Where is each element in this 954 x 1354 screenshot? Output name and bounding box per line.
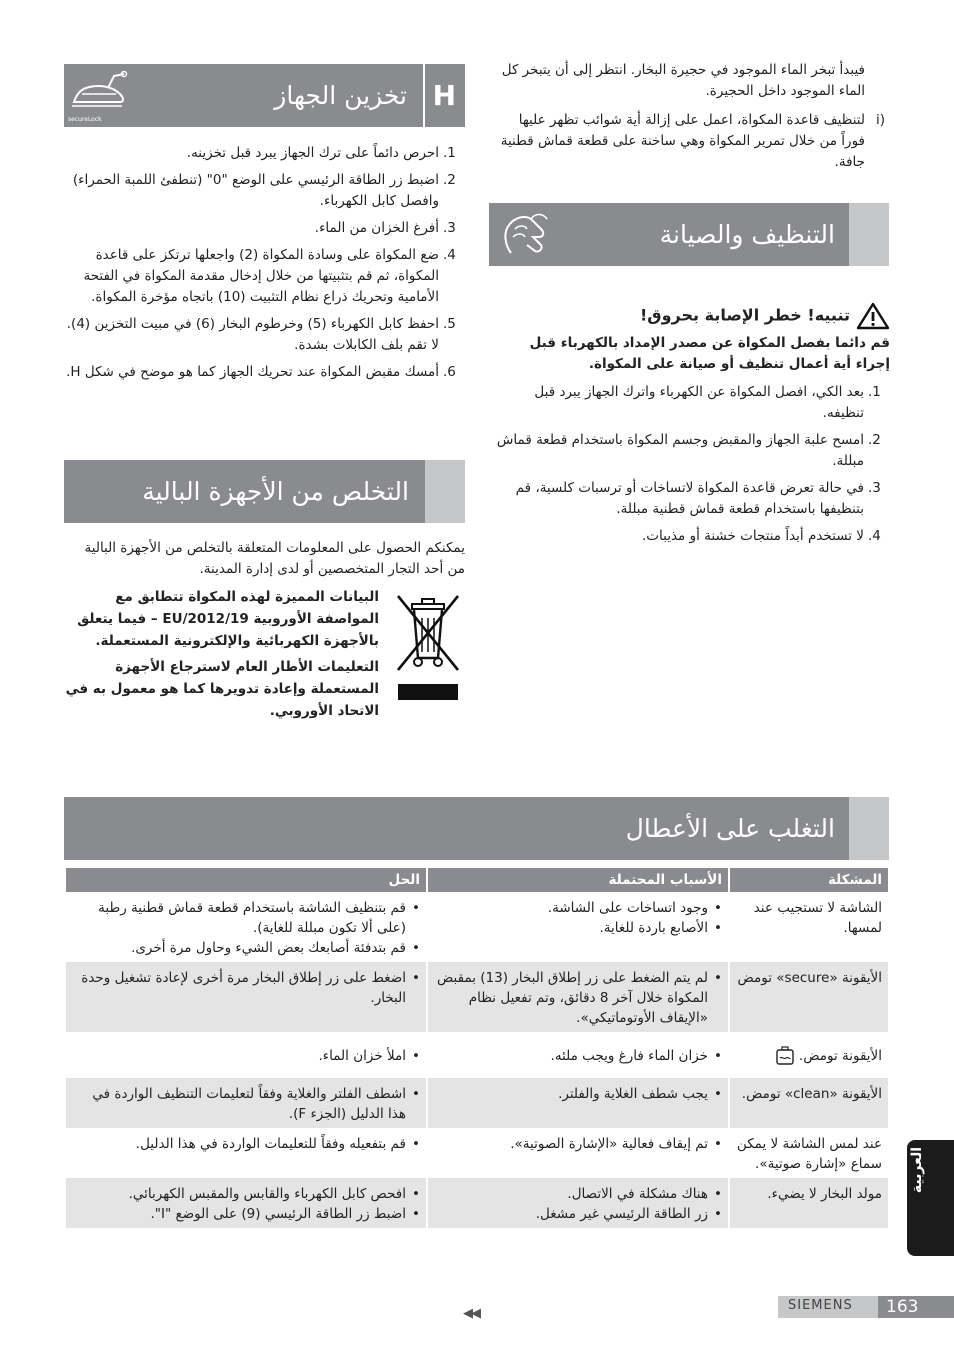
weee-bin-icon xyxy=(394,594,462,704)
table-row xyxy=(66,1128,888,1178)
disposal-paragraph: يمكنكم الحصول على المعلومات المتعلقة بالتخلص من الأجهزة البالية من أحد التجار المتخصصين أو لدى إدارة المدينة. xyxy=(84,540,465,577)
cleaning-steps xyxy=(490,382,890,553)
list-item xyxy=(64,143,465,164)
list-text: لا تستخدم أبداً منتجات خشنة أو مذيبات. xyxy=(642,528,864,544)
disposal-bold-2: التعليمات الأطار العام لاسترجاع الأجهزة المستعملة وإعادة تدويرها كما هو معمول به في الاتحاد الأوروبي. xyxy=(65,659,379,719)
causes-cell xyxy=(428,962,728,1032)
water-tank-icon xyxy=(775,1046,795,1066)
solution-item: • اضبط زر الطاقة الرئيسي (9) على الوضع "I". xyxy=(72,1204,406,1224)
problem-cell: الشاشة لا تستجيب عند لمسها. xyxy=(753,900,882,936)
column-header: المشكلة xyxy=(730,868,888,892)
cause-item: • وجود اتساخات على الشاشة. xyxy=(434,898,708,918)
cause-item: • خزان الماء فارغ ويجب ملئه. xyxy=(434,1046,708,1066)
warning-heading xyxy=(560,302,890,330)
list-text: امسح علبة الجهاز والمقبض وجسم المكواة باستخدام قطعة قماش مبللة. xyxy=(496,432,864,469)
banner-tab xyxy=(849,797,889,860)
list-text: في حالة تعرض قاعدة المكواة لاتساخات أو ترسبات كلسية، قم بتنظيفها باستخدام قطعة قماش قطنية مبللة. xyxy=(515,480,864,517)
causes-cell xyxy=(428,1078,728,1128)
list-item xyxy=(490,430,890,472)
list-item xyxy=(64,170,465,212)
list-text: بعد الكي، افصل المكواة عن الكهرباء واترك الجهاز يبرد قبل تنظيفه. xyxy=(534,384,864,421)
list-number: 2. xyxy=(868,432,881,448)
solutions-cell xyxy=(66,1032,426,1078)
note-marker: i) xyxy=(876,112,886,128)
table-row xyxy=(66,962,888,1032)
list-number: 6. xyxy=(443,364,456,380)
list-number: 1. xyxy=(868,384,881,400)
troubleshooting-table xyxy=(64,868,890,1228)
cause-item: • الأصابع باردة للغاية. xyxy=(434,918,708,938)
solution-item: • قم بتنظيف الشاشة باستخدام قطعة قماش قطنية رطبة (على ألا تكون مبللة للغاية). xyxy=(72,898,406,938)
list-item xyxy=(64,314,465,356)
table-row xyxy=(66,1178,888,1228)
table-row xyxy=(66,892,888,962)
list-number: 3. xyxy=(868,480,881,496)
cleaning-banner xyxy=(489,203,889,266)
cleaning-hand-icon xyxy=(497,207,557,263)
list-item xyxy=(64,218,465,239)
solution-item: • املأ خزان الماء. xyxy=(72,1046,406,1066)
iron-icon xyxy=(68,68,130,114)
problem-cell xyxy=(730,1032,888,1078)
storage-title: تخزين الجهاز xyxy=(274,81,407,110)
list-number: 5. xyxy=(443,316,456,332)
table-row xyxy=(66,1032,888,1078)
troubleshooting-banner xyxy=(64,797,889,860)
brand-name: SIEMENS xyxy=(788,1298,853,1313)
cause-item: • زر الطاقة الرئيسي غير مشغل. xyxy=(434,1204,708,1224)
list-item xyxy=(490,478,890,520)
solution-item: • قم بتدفئة أصابعك بعض الشيء وحاول مرة أخرى. xyxy=(72,938,406,958)
page-number: 163 xyxy=(886,1297,919,1317)
footer-bar xyxy=(778,1296,954,1318)
list-item xyxy=(490,382,890,424)
banner-tab xyxy=(849,203,889,266)
cause-item: • لم يتم الضغط على زر إطلاق البخار (13) بمقبض المكواة خلال آخر 8 دقائق، وتم تفعيل نظام «الإيقاف الأوتوماتيكي». xyxy=(434,968,708,1028)
solutions-cell xyxy=(66,1078,426,1128)
intro-paragraph: فيبدأ تبخر الماء الموجود في حجيرة البخار. انتظر إلى أن يتبخر كل الماء الموجود داخل الحجيرة. xyxy=(501,62,865,99)
list-text: ضع المكواة على وسادة المكواة (2) واجعلها ترتكز على قاعدة المكواة، ثم قم بتثبيتها من خلال إدخال مقدمة المكواة في الفتحة الأمامية وتحريك ذراع نظام التثبيت (10) باتجاه مؤخرة المكواة. xyxy=(83,247,439,305)
cause-item: • تم إيقاف فعالية «الإشارة الصوتية». xyxy=(434,1134,708,1154)
disposal-title: التخلص من الأجهزة البالية xyxy=(142,477,409,506)
list-text: اضبط زر الطاقة الرئيسي على الوضع "0" (تنطفئ اللمبة الحمراء) وافصل كابل الكهرباء. xyxy=(72,172,439,209)
problem-cell: الأيقونة «clean» تومض. xyxy=(730,1078,888,1128)
list-text: أفرغ الخزان من الماء. xyxy=(314,220,439,236)
solutions-cell xyxy=(66,1128,426,1178)
causes-cell xyxy=(428,892,728,962)
section-letter: H xyxy=(432,79,456,112)
page-number-box xyxy=(878,1296,954,1318)
troubleshooting-title: التغلب على الأعطال xyxy=(625,814,835,843)
cleaning-title: التنظيف والصيانة xyxy=(659,220,835,249)
disposal-banner xyxy=(64,460,465,523)
warning-body: قم دائما بفصل المكواة عن مصدر الإمداد بالكهرباء قبل إجراء أية أعمال تنظيف أو صيانة على المكواة. xyxy=(529,335,890,372)
language-label: العربية xyxy=(909,1146,925,1194)
solution-item: • قم بتفعيله وفقاً للتعليمات الواردة في هذا الدليل. xyxy=(72,1134,406,1154)
list-number: 3. xyxy=(443,220,456,236)
problem-cell: مولد البخار لا يضيء. xyxy=(730,1178,888,1228)
solutions-cell xyxy=(66,962,426,1032)
problem-text: الأيقونة تومض. xyxy=(798,1048,882,1064)
list-text: احفظ كابل الكهرباء (5) وخرطوم البخار (6) في مبيت التخزين (4). لا تقم بلف الكابلات بشدة. xyxy=(66,316,439,353)
list-item xyxy=(490,526,890,547)
warning-title: تنبيه! خطر الإصابة بحروق! xyxy=(640,305,850,325)
solution-item: • افحص كابل الكهرباء والقابس والمقبس الكهربائي. xyxy=(72,1184,406,1204)
problem-cell: الأيقونة «secure» تومض xyxy=(730,962,888,1032)
list-number: 4. xyxy=(868,528,881,544)
causes-cell xyxy=(428,1032,728,1078)
list-number: 2. xyxy=(443,172,456,188)
cause-item: • يجب شطف الغلاية والفلتر. xyxy=(434,1084,708,1104)
list-text: احرص دائماً على ترك الجهاز يبرد قبل تخزينه. xyxy=(186,145,439,161)
storage-steps xyxy=(64,143,465,389)
banner-tab xyxy=(425,460,465,523)
solution-item: • اشطف الفلتر والغلاية وفقاً لتعليمات التنظيف الواردة في هذا الدليل (الجزء F). xyxy=(72,1084,406,1124)
list-number: 4. xyxy=(443,247,456,263)
column-header: الأسباب المحتملة xyxy=(428,868,728,892)
causes-cell xyxy=(428,1178,728,1228)
list-number: 1. xyxy=(443,145,456,161)
list-text: أمسك مقبض المكواة عند تحريك الجهاز كما هو موضح في شكل H. xyxy=(66,364,439,380)
list-item xyxy=(64,362,465,383)
table-header-row xyxy=(66,868,888,892)
note-paragraph: لتنظيف قاعدة المكواة، اعمل على إزالة أية شوائب تظهر عليها فوراً من خلال تمرير المكواة وهي ساخنة على قطعة قماش قطنية جافة. xyxy=(500,112,865,170)
table-row xyxy=(66,1078,888,1128)
logo-text: secureLock xyxy=(68,116,102,123)
list-item xyxy=(64,245,465,308)
solution-item: • اضغط على زر إطلاق البخار مرة أخرى لإعادة تشغيل وحدة البخار. xyxy=(72,968,406,1008)
warning-triangle-icon xyxy=(856,302,890,330)
storage-banner xyxy=(64,64,465,127)
causes-cell xyxy=(428,1128,728,1178)
back-nav-arrows[interactable]: ◀◀ xyxy=(463,1306,479,1321)
securelock-logo xyxy=(68,68,130,124)
disposal-bold-1: البيانات المميزة لهذه المكواة تتطابق مع المواصفة الأوروبية EU/2012/19 – فيما يتعلق بالأجهزة الكهربائية والإلكترونية المستعملة. xyxy=(77,589,379,649)
solutions-cell xyxy=(66,892,426,962)
language-side-tab xyxy=(907,1140,954,1256)
cause-item: • هناك مشكلة في الاتصال. xyxy=(434,1184,708,1204)
column-header: الحل xyxy=(66,868,426,892)
solutions-cell xyxy=(66,1178,426,1228)
problem-cell: عند لمس الشاشة لا يمكن سماع «إشارة صوتية». xyxy=(736,1136,882,1172)
